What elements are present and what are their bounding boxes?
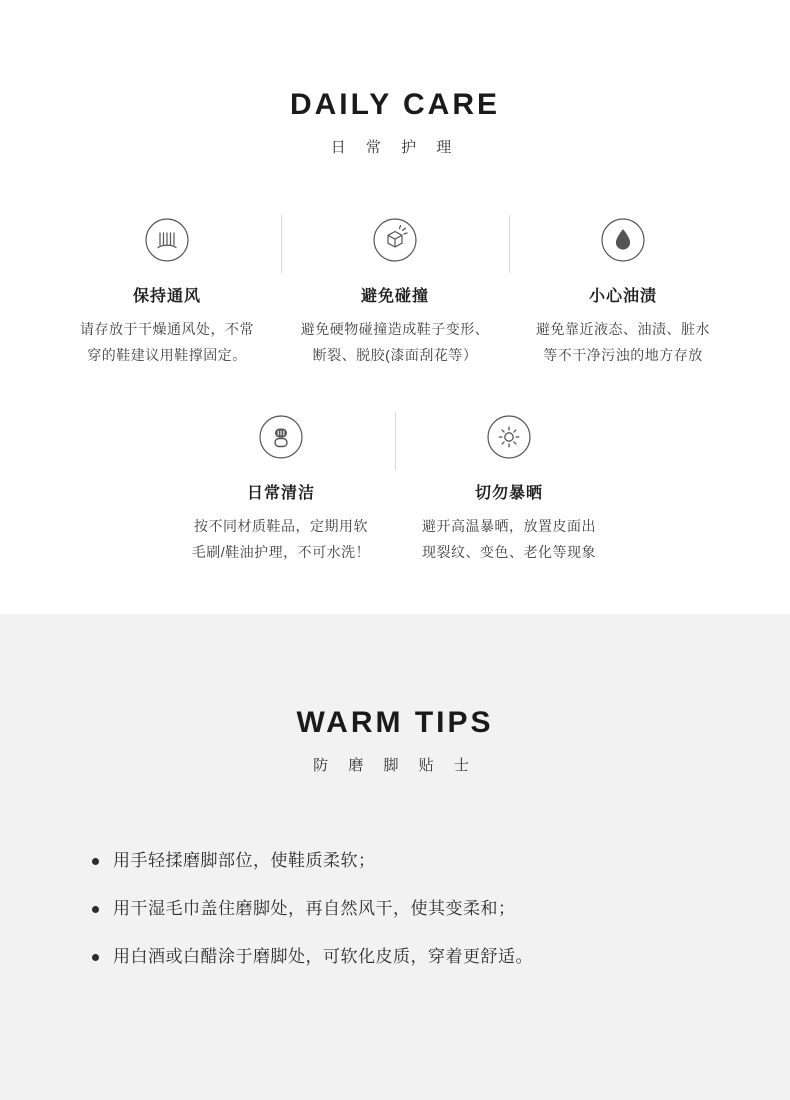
care-card-title: 避免碰撞: [360, 288, 429, 305]
care-card: [167, 408, 395, 565]
care-card-desc-line: 避免靠近液态、油渍、脏水: [536, 321, 710, 337]
care-card: [53, 211, 281, 368]
care-card-desc-line: 穿的鞋建议用鞋撑固定。: [87, 347, 247, 363]
care-card: [509, 211, 737, 368]
page-title: DAILY CARE: [289, 88, 501, 121]
care-card-desc: [519, 316, 727, 368]
list-item: [0, 837, 790, 885]
care-card-title: 日常清洁: [246, 485, 315, 502]
care-card-desc-line: 断裂、脱胶(漆面刮花等）: [312, 347, 478, 363]
care-card: [395, 408, 623, 565]
care-card-desc-line: 等不干净污浊的地方存放: [543, 347, 703, 363]
list-item: [0, 885, 790, 933]
shoe-brush-icon: [177, 408, 385, 466]
care-card-row-2: [0, 408, 790, 565]
list-item-text: 用手轻揉磨脚部位，使鞋质柔软；: [113, 851, 376, 870]
care-card-desc-line: 按不同材质鞋品，定期用软: [194, 518, 368, 534]
ventilation-waves-icon: [63, 211, 271, 269]
tips-title: WARM TIPS: [296, 706, 494, 739]
care-card-desc-line: 避开高温暴晒，放置皮面出: [422, 518, 596, 534]
list-item-text: 用干湿毛巾盖住磨脚处，再自然风干，使其变柔和；: [113, 899, 516, 918]
warm-tips-section: [0, 614, 790, 1100]
page-subtitle: 日 常 护 理: [330, 139, 460, 156]
bullet-icon: [92, 858, 99, 865]
care-card-title: 切勿暴晒: [474, 485, 543, 502]
oil-droplet-icon: [519, 211, 727, 269]
care-card: [281, 211, 509, 368]
tips-list: [0, 837, 790, 981]
care-card-desc-line: 现裂纹、变色、老化等现象: [422, 544, 596, 560]
care-card-row-1: [0, 211, 790, 368]
avoid-impact-box-icon: [291, 211, 499, 269]
list-item-text: 用白酒或白醋涂于磨脚处，可软化皮质，穿着更舒适。: [113, 947, 533, 966]
sun-no-exposure-icon: [405, 408, 613, 466]
bullet-icon: [92, 906, 99, 913]
bullet-icon: [92, 954, 99, 961]
care-card-desc-line: 请存放于干燥通风处，不常: [80, 321, 254, 337]
care-card-title: 保持通风: [132, 288, 201, 305]
care-card-desc: [291, 316, 499, 368]
care-card-title: 小心油渍: [588, 288, 657, 305]
list-item: [0, 933, 790, 981]
care-card-desc-line: 避免硬物碰撞造成鞋子变形、: [300, 321, 490, 337]
care-card-desc: [405, 513, 613, 565]
tips-subtitle: 防 磨 脚 贴 士: [313, 757, 477, 774]
care-card-desc-line: 毛刷/鞋油护理，不可水洗！: [191, 544, 371, 560]
care-card-desc: [63, 316, 271, 368]
care-card-desc: [177, 513, 385, 565]
